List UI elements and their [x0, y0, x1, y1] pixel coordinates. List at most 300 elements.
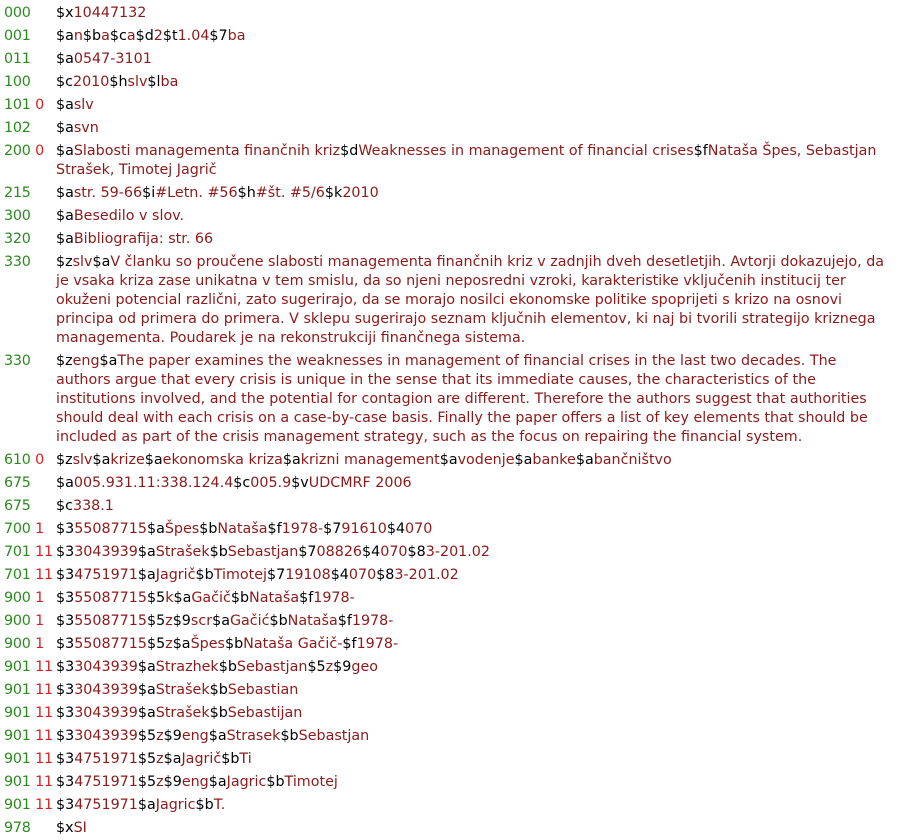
subfield-value: slv — [73, 97, 94, 113]
field-tag: 100 — [4, 74, 31, 90]
subfield-value: The paper examines the weaknesses in management of financial crises in the last two decades. The authors argue that every crisis is unique in the sense that its immediate causes, the characteristics of the institutions involved, and the potential for contagion are different. Therefore the authors suggest that authorities should deal with each crisis on a case-by-case basis. Finally the paper offers a list of key elements that should be included as part of the crisis management strategy, such as the focus on repairing the financial system. — [56, 353, 868, 445]
subfield-value: a — [126, 28, 136, 44]
subfield-code: $h — [237, 185, 256, 201]
field-content — [56, 96, 900, 115]
field-tag-cell — [0, 119, 56, 138]
subfield-code: $3 — [56, 659, 75, 675]
field-tag-cell — [0, 589, 56, 608]
field-tag: 675 — [4, 498, 31, 514]
subfield-code: $b — [221, 751, 240, 767]
subfield-value: 55087715 — [74, 521, 147, 537]
subfield-code: $a — [163, 751, 182, 767]
field-tag: 901 — [4, 774, 31, 790]
subfield-value: 55087715 — [74, 613, 147, 629]
field-content — [56, 819, 900, 838]
subfield-value: str. 59-66 — [73, 185, 143, 201]
subfield-code: $b — [209, 705, 228, 721]
field-tag: 701 — [4, 567, 31, 583]
field-content — [56, 589, 900, 608]
subfield-value: 2010 — [72, 74, 110, 90]
field-tag-cell — [0, 566, 56, 585]
field-indicator: 11 — [35, 682, 53, 698]
subfield-code: $b — [269, 613, 288, 629]
field-tag-cell — [0, 635, 56, 654]
field-tag-cell — [0, 819, 56, 838]
marc-field-row — [0, 352, 900, 447]
subfield-value: 3043939 — [74, 659, 138, 675]
subfield-code: $a — [514, 452, 533, 468]
field-content — [56, 543, 900, 562]
subfield-value: 070 — [380, 544, 408, 560]
field-indicator: 11 — [35, 705, 53, 721]
subfield-code: $a — [439, 452, 458, 468]
field-tag: 101 — [4, 97, 31, 113]
field-indicator: 11 — [35, 774, 53, 790]
subfield-value: Špes — [190, 636, 225, 652]
field-tag: 901 — [4, 728, 31, 744]
subfield-code: $b — [195, 797, 214, 813]
subfield-value: Jagric — [226, 774, 267, 790]
subfield-value: k — [165, 590, 174, 606]
marc-field-row — [0, 543, 900, 562]
subfield-value: banke — [532, 452, 576, 468]
field-content — [56, 207, 900, 226]
field-content — [56, 520, 900, 539]
subfield-value: 91610 — [341, 521, 387, 537]
field-tag-cell — [0, 352, 56, 371]
subfield-value: slv — [127, 74, 148, 90]
marc-field-row — [0, 4, 900, 23]
subfield-value: 1978- — [281, 521, 324, 537]
field-indicator: 0 — [35, 143, 44, 159]
subfield-code: $f — [337, 613, 352, 629]
subfield-value: Jagric — [155, 797, 196, 813]
subfield-code: $3 — [56, 705, 75, 721]
subfield-code: $a — [137, 567, 156, 583]
subfield-code: $3 — [56, 521, 75, 537]
subfield-code: $x — [56, 820, 74, 836]
subfield-code: $c — [56, 498, 73, 514]
subfield-code: $a — [56, 28, 74, 44]
field-content — [56, 142, 900, 180]
field-tag-cell — [0, 230, 56, 249]
subfield-value: T. — [213, 797, 226, 813]
subfield-value: svn — [73, 120, 99, 136]
subfield-value: Nataša — [287, 613, 338, 629]
subfield-code: $4 — [330, 567, 349, 583]
field-tag: 675 — [4, 475, 31, 491]
subfield-value: eng — [72, 353, 100, 369]
subfield-code: $a — [56, 231, 74, 247]
subfield-value: n — [73, 28, 83, 44]
subfield-code: $a — [208, 728, 227, 744]
subfield-value: z — [325, 659, 334, 675]
marc-field-row — [0, 704, 900, 723]
subfield-code: $a — [208, 774, 227, 790]
subfield-value: Timotej — [213, 567, 268, 583]
field-tag-cell — [0, 773, 56, 792]
subfield-value: a — [101, 28, 110, 44]
subfield-code: $b — [224, 636, 244, 652]
subfield-value: 4751971 — [74, 567, 138, 583]
subfield-code: $8 — [407, 544, 426, 560]
field-tag-cell — [0, 520, 56, 539]
marc-field-row — [0, 230, 900, 249]
marc-field-row — [0, 566, 900, 585]
subfield-code: $h — [109, 74, 128, 90]
field-tag: 901 — [4, 751, 31, 767]
field-tag: 901 — [4, 797, 31, 813]
subfield-code: $7 — [298, 544, 317, 560]
field-tag-cell — [0, 796, 56, 815]
subfield-value: 3043939 — [74, 682, 138, 698]
field-indicator: 0 — [35, 452, 44, 468]
subfield-code: $3 — [56, 544, 75, 560]
subfield-code: $v — [291, 475, 309, 491]
marc-field-row — [0, 497, 900, 516]
subfield-value: 3043939 — [74, 728, 138, 744]
subfield-value: 4751971 — [74, 797, 138, 813]
subfield-code: $f — [693, 143, 708, 159]
subfield-value: z — [156, 751, 164, 767]
subfield-code: $b — [209, 544, 228, 560]
subfield-code: $9 — [333, 659, 352, 675]
field-indicator: 11 — [35, 751, 53, 767]
subfield-value: SI — [73, 820, 87, 836]
field-tag-cell — [0, 253, 56, 272]
subfield-value: Sebastijan — [227, 705, 303, 721]
field-tag-cell — [0, 96, 56, 115]
subfield-value: Jagrič — [155, 567, 196, 583]
subfield-value: Nataša Gačič- — [243, 636, 343, 652]
subfield-code: $a — [56, 51, 74, 67]
field-tag: 701 — [4, 544, 31, 560]
subfield-value: 4751971 — [74, 774, 138, 790]
field-indicator: 1 — [35, 590, 44, 606]
subfield-code: $5 — [137, 751, 157, 767]
subfield-value: Sebastjan — [236, 659, 308, 675]
subfield-value: krize — [110, 452, 145, 468]
field-tag-cell — [0, 727, 56, 746]
field-content — [56, 497, 900, 516]
subfield-value: Gačić — [229, 613, 270, 629]
subfield-code: $b — [280, 728, 299, 744]
subfield-code: $8 — [376, 567, 395, 583]
subfield-value: 070 — [405, 521, 433, 537]
subfield-code: $3 — [56, 590, 75, 606]
subfield-code: $3 — [56, 728, 75, 744]
field-tag: 900 — [4, 613, 31, 629]
field-tag: 215 — [4, 185, 31, 201]
field-tag: 102 — [4, 120, 31, 136]
subfield-code: $a — [137, 544, 156, 560]
subfield-value: 1.04 — [177, 28, 210, 44]
field-content — [56, 50, 900, 69]
marc-field-row — [0, 681, 900, 700]
subfield-value: Strašek — [155, 705, 210, 721]
subfield-value: 1978- — [313, 590, 355, 606]
subfield-code: $f — [299, 590, 314, 606]
subfield-value: 3043939 — [74, 544, 138, 560]
subfield-value: Strazhek — [155, 659, 219, 675]
subfield-code: $5 — [137, 774, 157, 790]
field-tag-cell — [0, 184, 56, 203]
field-tag-cell — [0, 681, 56, 700]
field-tag-cell — [0, 207, 56, 226]
field-tag: 330 — [4, 353, 31, 369]
subfield-code: $t — [162, 28, 178, 44]
subfield-value: Jagrič — [181, 751, 222, 767]
marc-field-row — [0, 119, 900, 138]
subfield-code: $3 — [56, 797, 75, 813]
subfield-code: $a — [56, 185, 74, 201]
subfield-code: $a — [56, 208, 74, 224]
subfield-code: $z — [56, 452, 73, 468]
marc-field-row — [0, 819, 900, 838]
subfield-code: $a — [282, 452, 301, 468]
subfield-code: $3 — [56, 682, 75, 698]
field-content — [56, 704, 900, 723]
subfield-code: $7 — [267, 567, 286, 583]
subfield-code: $a — [56, 475, 74, 491]
subfield-code: $d — [340, 143, 359, 159]
subfield-code: $a — [575, 452, 594, 468]
field-tag-cell — [0, 4, 56, 23]
subfield-value: 005.9 — [250, 475, 292, 491]
field-indicator: 1 — [35, 636, 44, 652]
field-tag-cell — [0, 658, 56, 677]
subfield-value: Nataša — [249, 590, 300, 606]
field-tag: 901 — [4, 682, 31, 698]
marc-field-row — [0, 73, 900, 92]
field-tag-cell — [0, 704, 56, 723]
subfield-code: $b — [209, 682, 228, 698]
subfield-value: Strašek — [155, 544, 210, 560]
subfield-value: 3043939 — [74, 705, 138, 721]
subfield-code: $z — [56, 254, 73, 270]
field-tag: 978 — [4, 820, 31, 836]
field-content — [56, 796, 900, 815]
field-tag-cell — [0, 50, 56, 69]
subfield-value: Strasek — [226, 728, 281, 744]
subfield-code: $a — [56, 120, 74, 136]
field-content — [56, 658, 900, 677]
field-content — [56, 566, 900, 585]
subfield-value: 4751971 — [74, 751, 138, 767]
subfield-code: $b — [82, 28, 102, 44]
field-tag-cell — [0, 497, 56, 516]
marc-field-row — [0, 750, 900, 769]
subfield-code: $5 — [146, 636, 166, 652]
subfield-code: $b — [195, 567, 214, 583]
subfield-value: z — [156, 774, 164, 790]
field-tag: 000 — [4, 5, 31, 21]
subfield-code: $7 — [209, 28, 228, 44]
subfield-value: 19108 — [285, 567, 331, 583]
subfield-value: 2010 — [342, 185, 379, 201]
subfield-code: $b — [230, 590, 250, 606]
subfield-value: 10447132 — [73, 5, 147, 21]
field-tag: 200 — [4, 143, 31, 159]
subfield-code: $a — [92, 254, 111, 270]
subfield-code: $3 — [56, 636, 75, 652]
subfield-value: #Letn. #56 — [155, 185, 238, 201]
field-indicator: 11 — [35, 728, 53, 744]
subfield-value: 55087715 — [74, 590, 147, 606]
subfield-code: $a — [144, 452, 163, 468]
subfield-code: $a — [212, 613, 230, 629]
field-tag-cell — [0, 750, 56, 769]
field-tag: 320 — [4, 231, 31, 247]
subfield-value: 338.1 — [72, 498, 114, 514]
field-content — [56, 184, 900, 203]
subfield-value: 0547-3101 — [73, 51, 152, 67]
subfield-code: $l — [147, 74, 161, 90]
subfield-value: 55087715 — [74, 636, 147, 652]
subfield-value: Strašek — [155, 682, 210, 698]
subfield-value: geo — [351, 659, 378, 675]
field-content — [56, 773, 900, 792]
marc-field-row — [0, 207, 900, 226]
subfield-code: $i — [142, 185, 156, 201]
marc-field-row — [0, 96, 900, 115]
subfield-value: #št. #5/6 — [255, 185, 325, 201]
subfield-value: 08826 — [316, 544, 363, 560]
field-content — [56, 727, 900, 746]
field-tag: 330 — [4, 254, 31, 270]
field-indicator: 11 — [35, 567, 53, 583]
marc-field-row — [0, 520, 900, 539]
subfield-code: $a — [137, 797, 156, 813]
field-content — [56, 4, 900, 23]
subfield-code: $5 — [146, 613, 166, 629]
marc-field-row — [0, 796, 900, 815]
field-tag-cell — [0, 474, 56, 493]
subfield-value: 005.931.11:338.124.4 — [73, 475, 234, 491]
field-content — [56, 230, 900, 249]
field-tag: 900 — [4, 590, 31, 606]
field-indicator: 0 — [35, 97, 44, 113]
field-tag-cell — [0, 73, 56, 92]
subfield-value: eng — [181, 728, 209, 744]
subfield-code: $z — [56, 353, 73, 369]
marc-field-row — [0, 589, 900, 608]
marc-field-row — [0, 50, 900, 69]
subfield-code: $5 — [307, 659, 326, 675]
subfield-value: Besedilo v slov. — [73, 208, 185, 224]
subfield-code: $4 — [386, 521, 406, 537]
subfield-value: eng — [181, 774, 209, 790]
field-tag-cell — [0, 543, 56, 562]
field-content — [56, 635, 900, 654]
subfield-code: $a — [146, 521, 165, 537]
marc-field-row — [0, 27, 900, 46]
subfield-code: $a — [137, 705, 156, 721]
subfield-code: $3 — [56, 774, 75, 790]
marc-field-row — [0, 658, 900, 677]
subfield-code: $3 — [56, 567, 75, 583]
subfield-code: $b — [218, 659, 237, 675]
subfield-value: V članku so proučene slabosti managementa finančnih kriz v zadnjih dveh desetletjih. Avtorji dokazujejo, da je vsaka kriza zase unikatna v tem smislu, da so njeni neposredni vzroki, karakteristike vključenih institucij ter okuženi potencial različni, zato sugerirajo, da se morajo nosilci ekonomske politike spoprijeti s krizo na osnovi principa od primera do primera. V sklepu sugerirajo seznam ključnih elementov, ki naj bi tvorili strategijo kriznega managementa. Poudarek je na rekonstrukciji finančnega sistema. — [56, 254, 885, 346]
subfield-value: 2 — [153, 28, 163, 44]
subfield-value: ba — [227, 28, 246, 44]
subfield-code: $c — [109, 28, 127, 44]
subfield-value: Gačič — [191, 590, 231, 606]
field-tag: 901 — [4, 659, 31, 675]
field-indicator: 11 — [35, 797, 53, 813]
subfield-value: Slabosti managementa finančnih kriz — [73, 143, 341, 159]
subfield-value: 3-201.02 — [425, 544, 490, 560]
subfield-value: scr — [190, 613, 213, 629]
field-content — [56, 352, 900, 447]
subfield-code: $a — [99, 353, 118, 369]
field-tag-cell — [0, 142, 56, 161]
subfield-value: slv — [72, 452, 93, 468]
subfield-code: $a — [137, 659, 156, 675]
subfield-value: Weaknesses in management of financial crises — [358, 143, 694, 159]
subfield-value: z — [165, 636, 173, 652]
subfield-value: ba — [160, 74, 179, 90]
marc-field-row — [0, 612, 900, 631]
field-content — [56, 73, 900, 92]
subfield-code: $f — [342, 636, 357, 652]
subfield-value: bančništvo — [593, 452, 672, 468]
marc-field-row — [0, 184, 900, 203]
subfield-value: 070 — [348, 567, 377, 583]
subfield-value: z — [156, 728, 164, 744]
field-tag: 011 — [4, 51, 31, 67]
subfield-code: $d — [135, 28, 154, 44]
subfield-code: $k — [324, 185, 343, 201]
subfield-value: 3-201.02 — [394, 567, 459, 583]
subfield-value: Nataša Špes, Sebastjan Strašek, Timotej Jagrič — [56, 143, 877, 178]
subfield-value: UDCMRF 2006 — [308, 475, 412, 491]
subfield-value: Timotej — [284, 774, 338, 790]
subfield-value: Bibliografija: str. 66 — [73, 231, 214, 247]
field-content — [56, 750, 900, 769]
subfield-value: ekonomska kriza — [162, 452, 283, 468]
subfield-code: $c — [233, 475, 251, 491]
field-tag: 901 — [4, 705, 31, 721]
subfield-code: $a — [56, 143, 74, 159]
subfield-code: $a — [56, 97, 74, 113]
subfield-code: $9 — [163, 728, 182, 744]
marc-field-row — [0, 253, 900, 348]
field-tag-cell — [0, 27, 56, 46]
subfield-value: slv — [72, 254, 93, 270]
subfield-value: Špes — [164, 521, 200, 537]
subfield-code: $5 — [146, 590, 166, 606]
field-tag: 300 — [4, 208, 31, 224]
field-content — [56, 612, 900, 631]
subfield-code: $f — [267, 521, 282, 537]
field-content — [56, 474, 900, 493]
subfield-code: $9 — [172, 613, 191, 629]
subfield-code: $c — [56, 74, 73, 90]
field-tag: 610 — [4, 452, 31, 468]
marc-field-row — [0, 142, 900, 180]
field-indicator: 11 — [35, 659, 53, 675]
subfield-value: z — [165, 613, 173, 629]
field-tag-cell — [0, 612, 56, 631]
field-content — [56, 681, 900, 700]
field-tag: 001 — [4, 28, 31, 44]
field-content — [56, 119, 900, 138]
subfield-code: $9 — [163, 774, 182, 790]
subfield-value: Ti — [239, 751, 252, 767]
subfield-value: Sebastjan — [227, 544, 299, 560]
field-content — [56, 253, 900, 348]
